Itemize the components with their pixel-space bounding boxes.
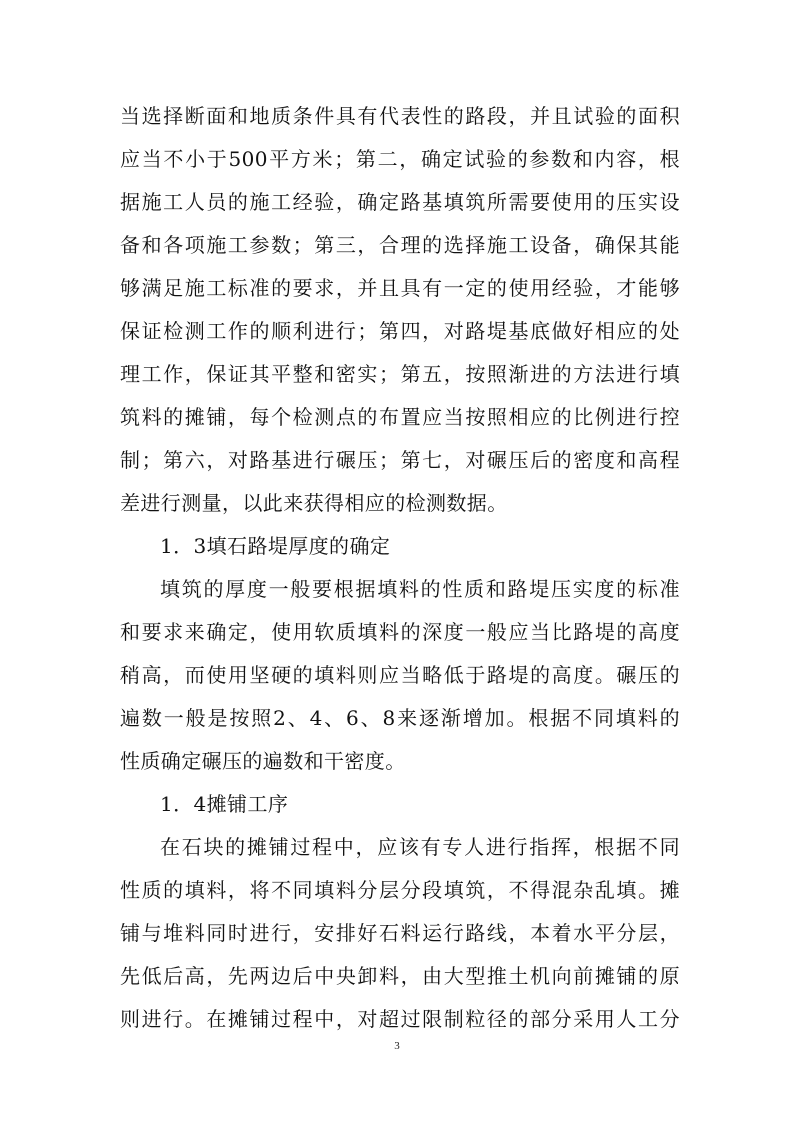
paragraph-line: 和要求来确定，使用软质填料的深度一般应当比路堤的高度 [120, 620, 680, 644]
paragraph-line: 在石块的摊铺过程中，应该有专人进行指挥，根据不同 [160, 835, 680, 859]
paragraph-line: 据施工人员的施工经验，确定路基填筑所需要使用的压实设 [120, 190, 680, 214]
paragraph-line: 稍高，而使用坚硬的填料则应当略低于路堤的高度。碾压的 [120, 663, 680, 687]
section-heading: 1．4摊铺工序 [160, 792, 289, 816]
paragraph-line: 则进行。在摊铺过程中，对超过限制粒径的部分采用人工分 [120, 1007, 680, 1031]
paragraph-line: 当选择断面和地质条件具有代表性的路段，并且试验的面积 [120, 104, 680, 128]
paragraph-line: 遍数一般是按照2、4、6、8来逐渐增加。根据不同填料的 [120, 706, 680, 730]
paragraph-line: 制；第六，对路基进行碾压；第七，对碾压后的密度和高程 [120, 448, 680, 472]
paragraph-line: 填筑的厚度一般要根据填料的性质和路堤压实度的标准 [160, 577, 680, 601]
page-number: 3 [394, 1040, 400, 1052]
paragraph-line: 够满足施工标准的要求，并且具有一定的使用经验，才能够 [120, 276, 680, 300]
paragraph-line: 筑料的摊铺，每个检测点的布置应当按照相应的比例进行控 [120, 405, 680, 429]
paragraph-line: 差进行测量，以此来获得相应的检测数据。 [120, 491, 508, 515]
paragraph-line: 理工作，保证其平整和密实；第五，按照渐进的方法进行填 [120, 362, 680, 386]
paragraph-line: 先低后高，先两边后中央卸料，由大型推土机向前摊铺的原 [120, 964, 680, 988]
paragraph-line: 性质的填料，将不同填料分层分段填筑，不得混杂乱填。摊 [120, 878, 680, 902]
paragraph-line: 铺与堆料同时进行，安排好石料运行路线，本着水平分层， [120, 921, 680, 945]
section-heading: 1．3填石路堤厚度的确定 [160, 534, 391, 558]
paragraph-line: 保证检测工作的顺利进行；第四，对路堤基底做好相应的处 [120, 319, 680, 343]
paragraph-line: 性质确定碾压的遍数和干密度。 [120, 749, 406, 773]
paragraph-line: 应当不小于500平方米；第二，确定试验的参数和内容，根 [120, 147, 680, 171]
paragraph-line: 备和各项施工参数；第三，合理的选择施工设备，确保其能 [120, 233, 680, 257]
